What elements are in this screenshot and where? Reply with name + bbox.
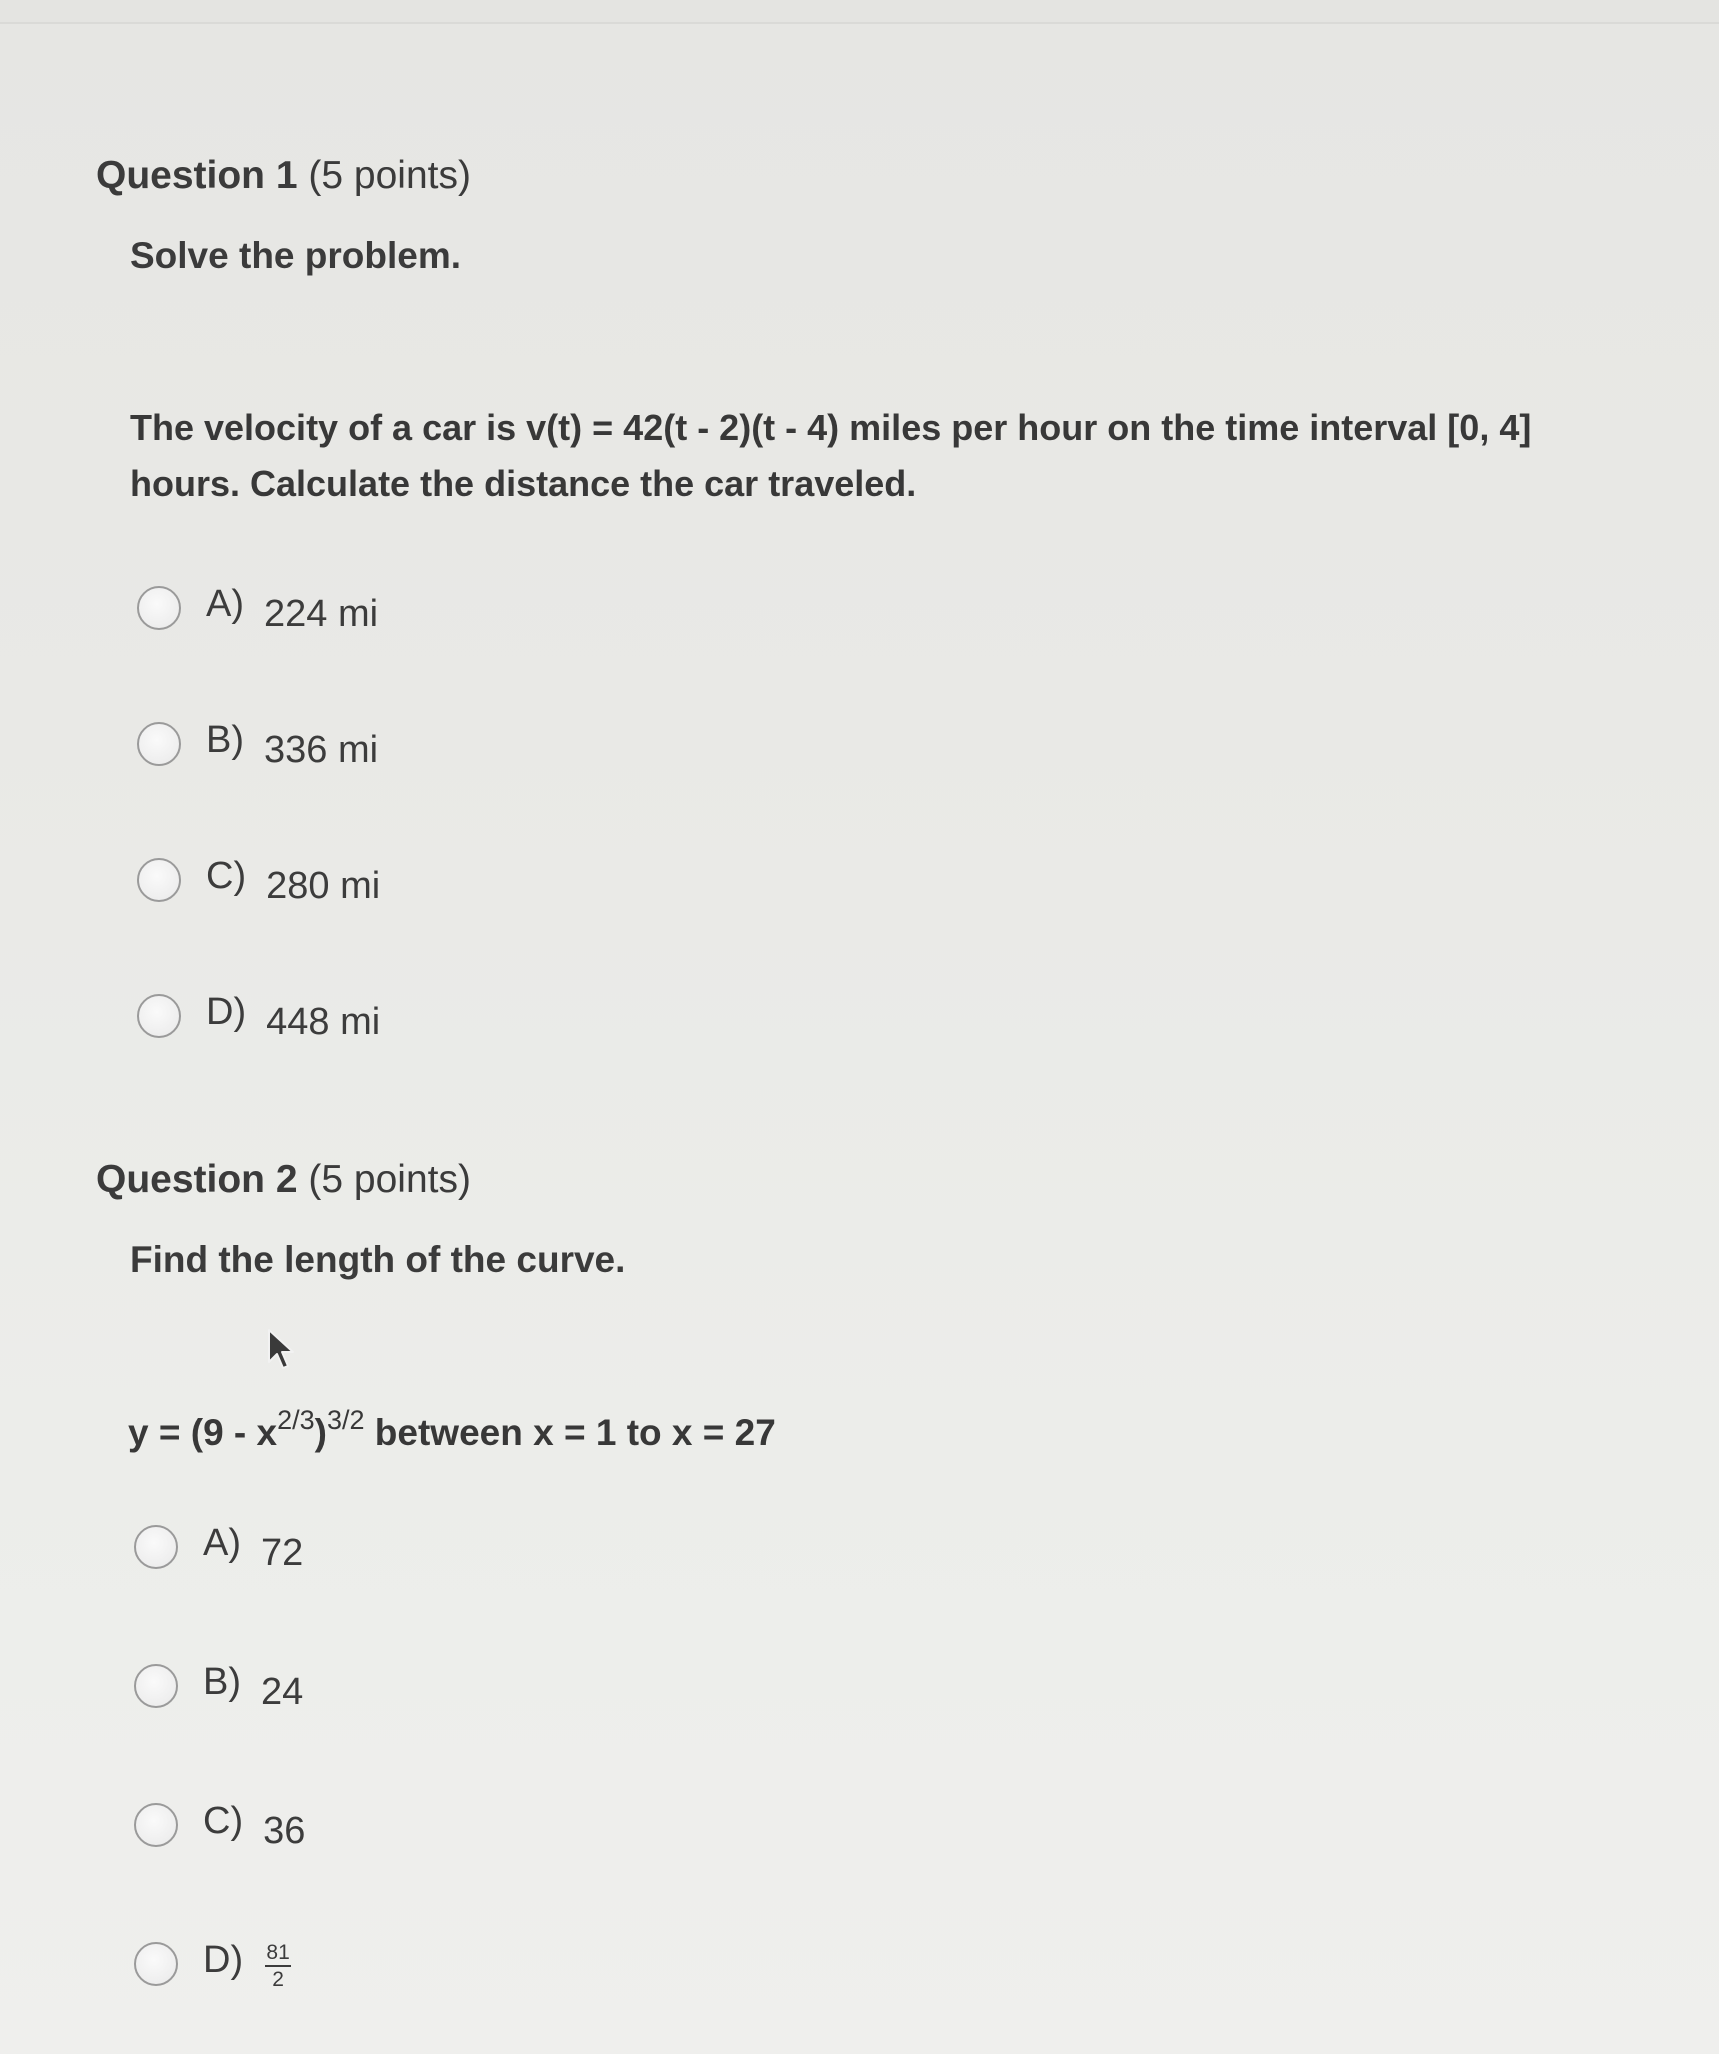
option-fraction (265, 1941, 291, 1991)
option-value: 72 (261, 1531, 304, 1574)
option-letter: A) (206, 582, 244, 625)
fraction-numerator: 81 (266, 1941, 290, 1964)
option-value: 224 mi (264, 592, 379, 635)
question-2-option-c[interactable] (134, 1795, 305, 1855)
option-letter: B) (206, 718, 244, 761)
equation-lhs: y = (9 - x (128, 1412, 278, 1453)
question-2-instruction: Find the length of the curve. (130, 1239, 626, 1280)
top-divider (0, 0, 1719, 24)
option-letter: C) (203, 1799, 244, 1842)
equation-close-paren: ) (314, 1412, 327, 1453)
question-2-equation (128, 1405, 776, 1454)
radio-button-unchecked-icon[interactable] (134, 1942, 178, 1986)
question-2-option-b[interactable] (134, 1656, 303, 1716)
option-value: 336 mi (264, 728, 379, 771)
option-letter: D) (203, 1938, 244, 1981)
radio-button-unchecked-icon[interactable] (137, 586, 181, 630)
question-1-option-b[interactable] (137, 714, 378, 774)
question-1-option-d[interactable] (137, 986, 380, 1046)
radio-button-unchecked-icon[interactable] (134, 1664, 178, 1708)
question-1-instruction: Solve the problem. (130, 235, 462, 276)
option-value: 280 mi (266, 864, 381, 907)
radio-button-unchecked-icon[interactable] (137, 722, 181, 766)
option-value: 448 mi (266, 1000, 381, 1043)
option-value: 36 (263, 1809, 306, 1852)
radio-button-unchecked-icon[interactable] (137, 994, 181, 1038)
question-2-number: Question 2 (96, 1158, 298, 1201)
question-1-text: The velocity of a car is v(t) = 42(t - 2)(t - 4) miles per hour on the time interval [0, 4] hours. Calculate the distance the car traveled. (130, 407, 1532, 504)
question-1-number: Question 1 (96, 154, 298, 197)
question-1-option-c[interactable] (137, 850, 380, 910)
question-2-heading (96, 1158, 471, 1202)
radio-button-unchecked-icon[interactable] (134, 1803, 178, 1847)
option-letter: D) (206, 990, 247, 1033)
question-2-option-a[interactable] (134, 1517, 303, 1577)
question-1-points: (5 points) (308, 154, 471, 197)
question-2-points: (5 points) (308, 1158, 471, 1201)
radio-button-unchecked-icon[interactable] (134, 1525, 178, 1569)
option-letter: C) (206, 854, 247, 897)
option-letter: A) (203, 1521, 241, 1564)
question-1-heading (96, 154, 471, 198)
option-value: 24 (261, 1670, 304, 1713)
equation-inner-exponent: 2/3 (277, 1405, 315, 1435)
radio-button-unchecked-icon[interactable] (137, 858, 181, 902)
equation-outer-exponent: 3/2 (326, 1405, 365, 1435)
mouse-pointer-icon (266, 1328, 296, 1372)
equation-range: between x = 1 to x = 27 (364, 1412, 776, 1453)
question-2-option-d[interactable] (134, 1934, 291, 1994)
fraction-denominator: 2 (272, 1968, 284, 1991)
question-1-option-a[interactable] (137, 578, 378, 638)
option-letter: B) (203, 1660, 241, 1703)
fraction-bar (265, 1965, 291, 1967)
